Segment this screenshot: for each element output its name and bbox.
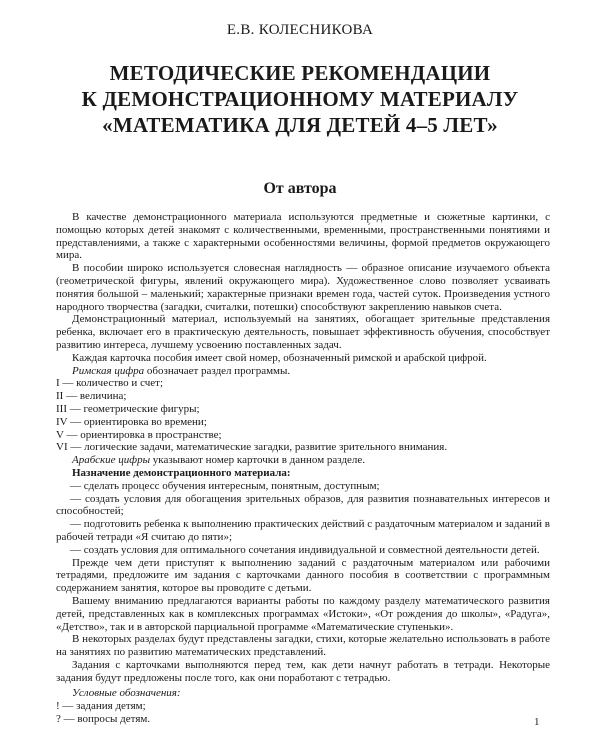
list-item: I — количество и счет; (56, 377, 164, 390)
legend-item: ! — задания детям; (56, 700, 146, 713)
title-line-3: «МАТЕМАТИКА ДЛЯ ДЕТЕЙ 4–5 ЛЕТ» (102, 113, 498, 137)
body-text (56, 211, 550, 726)
page-number: 1 (534, 716, 540, 728)
legend-heading: Условные обозначения: (72, 687, 181, 700)
author-name: Е.В. КОЛЕСНИКОВА (226, 22, 374, 38)
paragraph: Задания с карточками выполняются перед тем, как дети начнут работать в тетради. Некоторые задания будут предложены после того, как они поработают с тетрадью. (56, 658, 550, 684)
arabic-numeral-term: Арабские цифры (72, 454, 151, 467)
paragraph: Прежде чем дети приступят к выполнению заданий с раздаточным материалом или рабочими тетрадями, предложите им задания с карточками данного пособия в соответствии с программным содержанием занятия, которое вы проводите с детьми. (56, 556, 550, 595)
paragraph (56, 454, 550, 467)
paragraph: Демонстрационный материал, используемый на занятиях, обогащает зрительные представления ребенка, включает его в практическую деятельность, повышает эффективность обучения, способствует развитию интереса, лучшему усвоению поставленных задач. (56, 313, 550, 351)
list-item: V — ориентировка в пространстве; (56, 428, 222, 441)
purpose-heading: Назначение демонстрационного материала: (72, 466, 291, 479)
list-item: — создать условия для обогащения зрительных образов, для развития познавательных интересов и способностей; (56, 492, 550, 518)
paragraph: Каждая карточка пособия имеет свой номер, обозначенный римской и арабской цифрой. (72, 351, 487, 364)
title-line-1: МЕТОДИЧЕСКИЕ РЕКОМЕНДАЦИИ (109, 61, 491, 85)
legend-item: ? — вопросы детям. (56, 713, 151, 726)
section-heading: От автора (263, 180, 337, 197)
paragraph: В пособии широко используется словесная наглядность — образное описание изучаемого объекта (геометрической фигуры, явлений окружающего мира). Художественное слово позволяет усваивать понятия большой – маленький; характерные признаки времен года, частей суток. Произведения устного народного творчества (загадки, считалки, потешки) способствуют закреплению навыков счета. (56, 262, 550, 313)
list-item: — подготовить ребенка к выполнению практических действий с раздаточным материалом и заданий в рабочей тетради «Я считаю до пяти»; (56, 518, 550, 543)
paragraph-text: обозначает раздел программы. (144, 364, 291, 377)
document-title (0, 60, 600, 138)
paragraph-text: указывают номер карточки в данном разделе. (150, 454, 366, 467)
list-item: IV — ориентировка во времени; (56, 415, 207, 428)
list-item: III — геометрические фигуры; (56, 402, 200, 415)
paragraph: Вашему вниманию предлагаются варианты работы по каждому разделу математического развития детей, представленных как в комплексных программах «Истоки», «От рождения до школы», «Радуга», «Детство», так и в авторской парциальной программе «Математические ступеньки». (56, 594, 550, 633)
list-item: — сделать процесс обучения интересным, понятным, доступным; (70, 479, 380, 492)
paragraph: В некоторых разделах будут представлены загадки, стихи, которые желательно использовать в работе на занятиях по развитию математических представлений. (56, 633, 550, 659)
list-item: II — величина; (56, 390, 127, 403)
paragraph: В качестве демонстрационного материала используются предметные и сюжетные картинки, с помощью которых детей знакомят с количественными, временны́ми, пространственными понятиями и представлениями, а также с характерными особенностями величины, формой предметов окружающего мира. (56, 211, 550, 262)
paragraph (56, 365, 550, 378)
roman-numeral-term: Римская цифра (72, 364, 145, 377)
list-item: VI — логические задачи, математические загадки, развитие зрительного внимания. (56, 441, 448, 454)
list-item: — создать условия для оптимального сочетания индивидуальной и совместной деятельности детей. (70, 543, 540, 556)
title-line-2: К ДЕМОНСТРАЦИОННОМУ МАТЕРИАЛУ (81, 87, 519, 111)
